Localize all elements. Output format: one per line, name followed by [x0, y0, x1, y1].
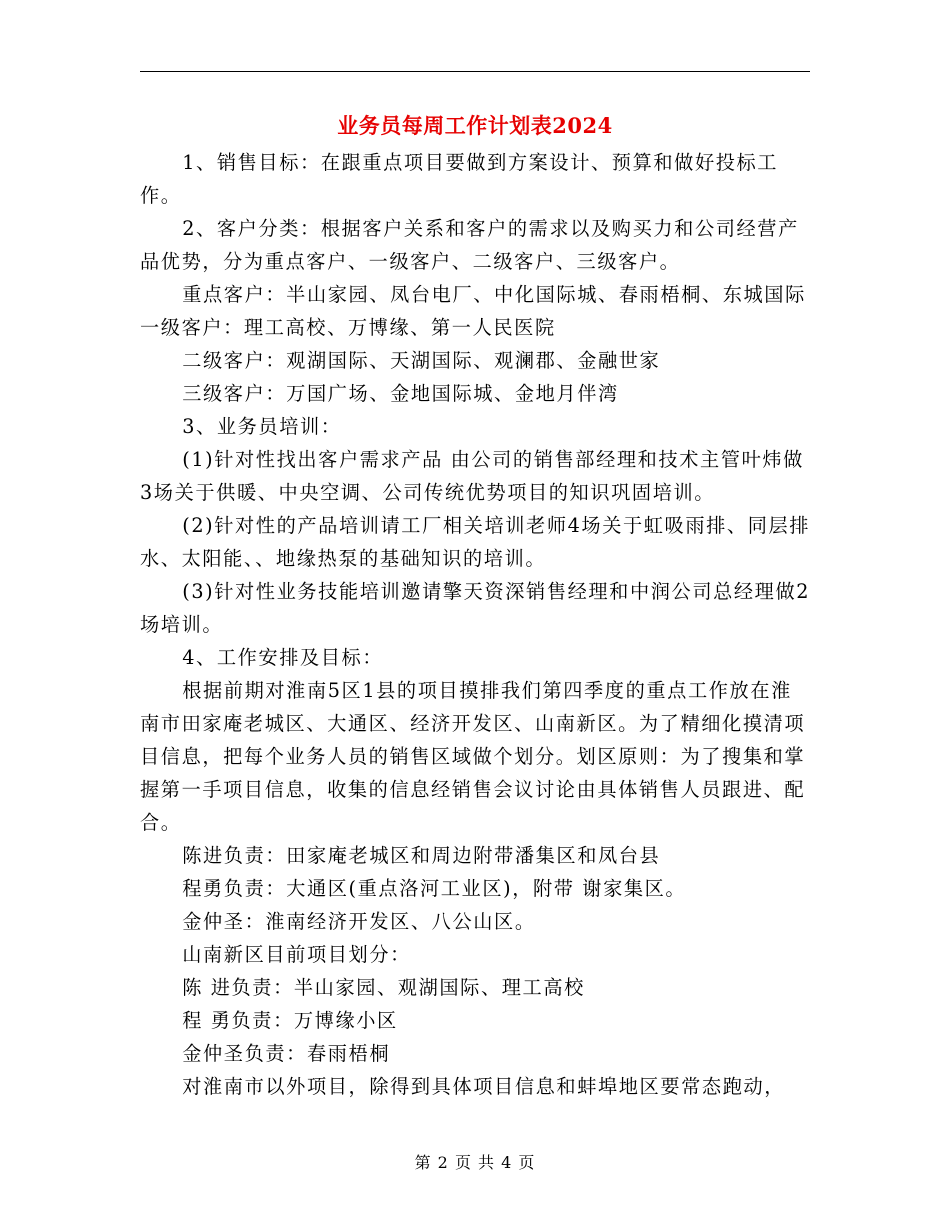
- paragraph: 三级客户：万国广场、金地国际城、金地月伴湾: [182, 382, 619, 405]
- document-body: [140, 146, 812, 1103]
- paragraph: 1、销售目标：在跟重点项目要做到方案设计、预算和做好投标工作。: [140, 151, 779, 207]
- header-rule: [140, 71, 810, 72]
- paragraph: (2)针对性的产品培训请工厂相关培训老师4场关于虹吸雨排、同层排水、太阳能、、地缘热泵的基础知识的培训。: [140, 514, 811, 570]
- paragraph: 4、工作安排及目标：: [182, 646, 384, 669]
- paragraph: 重点客户：半山家园、凤台电厂、中化国际城、春雨梧桐、东城国际 一级客户：理工高校、万博缘、第一人民医院: [140, 283, 806, 339]
- paragraph: 程勇负责：大通区(重点洛河工业区)，附带 谢家集区。: [182, 877, 687, 900]
- paragraph: 根据前期对淮南5区1县的项目摸排我们第四季度的重点工作放在淮南市田家庵老城区、大通区、经济开发区、山南新区。为了精细化摸清项目信息，把每个业务人员的销售区域做个划分。划区原则：为了搜集和掌握第一手项目信息，收集的信息经销售会议讨论由具体销售人员跟进、配合。: [140, 679, 806, 834]
- paragraph: 陈进负责：田家庵老城区和周边附带潘集区和凤台县: [182, 844, 661, 867]
- paragraph: 金仲圣负责：春雨梧桐: [182, 1042, 391, 1065]
- paragraph: 3、业务员培训：: [182, 415, 342, 438]
- paragraph: 对淮南市以外项目，除得到具体项目信息和蚌埠地区要常态跑动，: [182, 1075, 786, 1098]
- paragraph: 陈 进负责：半山家园、观湖国际、理工高校: [182, 976, 585, 999]
- paragraph: 2、客户分类：根据客户关系和客户的需求以及购买力和公司经营产品优势，分为重点客户、一级客户、二级客户、三级客户。: [140, 217, 799, 273]
- paragraph: (3)针对性业务技能培训邀请擎天资深销售经理和中润公司总经理做2场培训。: [140, 580, 811, 636]
- paragraph: 程 勇负责：万博缘小区: [182, 1009, 398, 1032]
- paragraph: 山南新区目前项目划分：: [182, 943, 411, 966]
- paragraph: 金仲圣：淮南经济开发区、八公山区。: [182, 910, 536, 933]
- page-number-footer: 第 2 页 共 4 页: [414, 1153, 536, 1172]
- document-title: 业务员每周工作计划表2024: [337, 113, 613, 138]
- paragraph: 二级客户：观湖国际、天湖国际、观澜郡、金融世家: [182, 349, 661, 372]
- paragraph: (1)针对性找出客户需求产品 由公司的销售部经理和技术主管叶炜做3场关于供暖、中央空调、公司传统优势项目的知识巩固培训。: [140, 448, 804, 504]
